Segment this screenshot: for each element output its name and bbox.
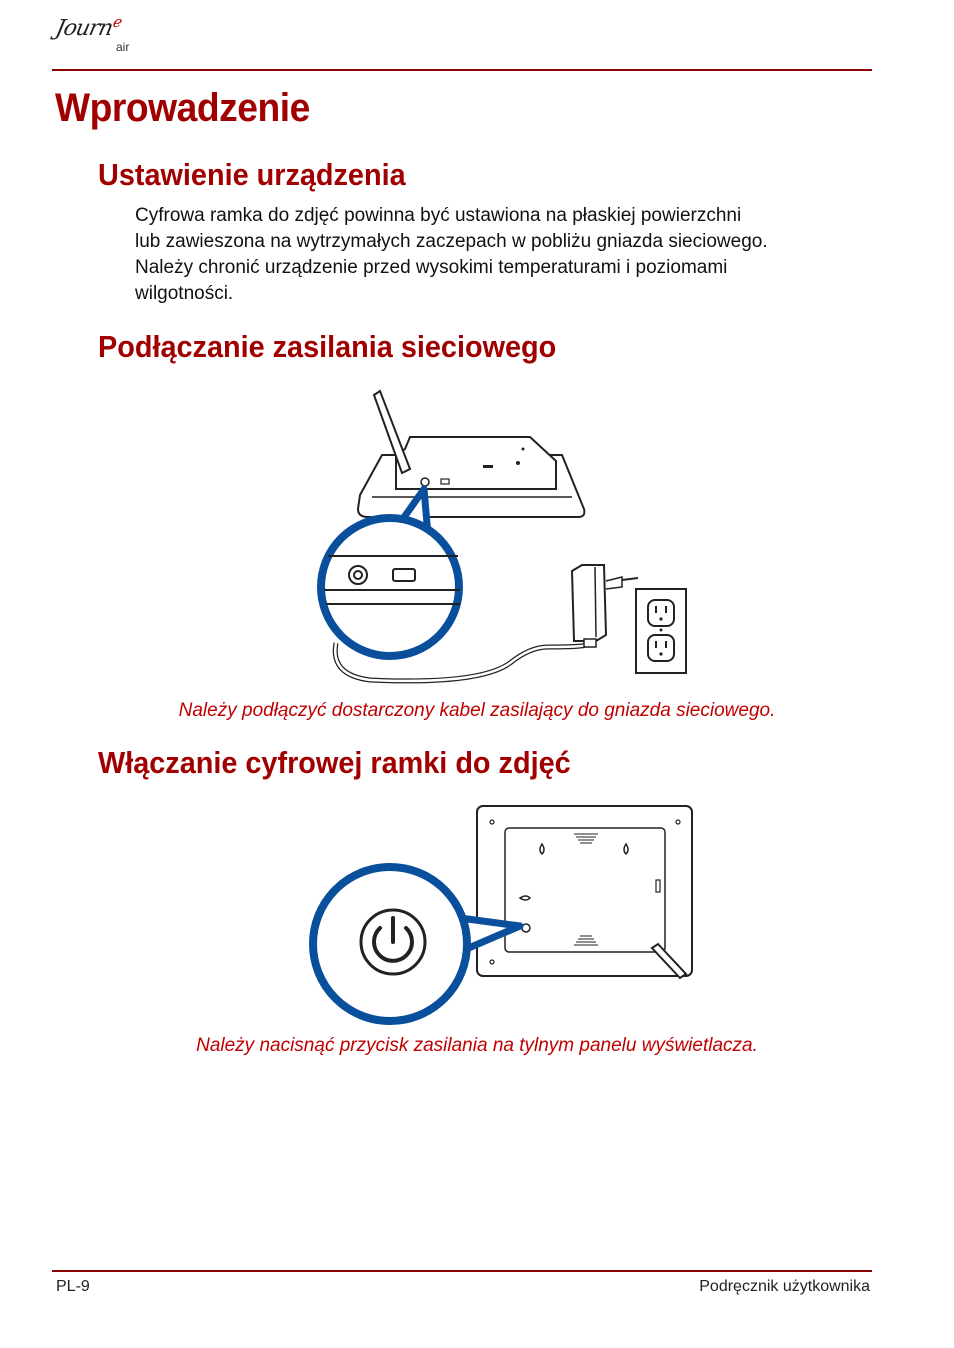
frame-back-box [396,437,556,489]
section-heading-setup: Ustawienie urządzenia [98,157,406,192]
power-on-caption: Należy nacisnąć przycisk zasilania na tylnym panelu wyświetlacza. [196,1035,758,1056]
journe-air-logo [52,12,152,66]
frame-back-panel [505,828,665,952]
logo-sub: air [116,40,130,54]
callout-magnifier [321,518,459,656]
logo-script: Journ$^e$ [53,13,124,41]
callout-magnifier [313,867,467,1021]
power-on-illustration [300,800,700,1030]
power-adapter-icon [572,565,638,647]
section-heading-power-connection: Podłączanie zasilania sieciowego [98,329,557,364]
slot-mark [483,465,493,468]
manual-name: Podręcznik użytkownika [699,1278,870,1295]
screw-hole [522,448,525,451]
setup-line: lub zawieszona na wytrzymałych zaczepach w pobliżu gniazda sieciowego. [135,231,768,252]
header-rule [52,69,872,71]
setup-line: wilgotności. [135,283,234,304]
setup-paragraph [135,203,875,307]
setup-line: Cyfrowa ramka do zdjęć powinna być ustawiona na płaskiej powierzchni [135,205,742,226]
section-heading-power-on: Włączanie cyfrowej ramki do zdjęć [98,745,571,780]
setup-line: Należy chronić urządzenie przed wysokimi temperaturami i poziomami [135,257,728,278]
wall-outlet-icon [636,589,686,673]
screw-hole [516,461,520,465]
footer-rule [52,1270,872,1272]
page-number: PL-9 [56,1278,90,1295]
power-connection-caption: Należy podłączyć dostarczony kabel zasilający do gniazda sieciowego. [178,700,776,721]
power-connection-illustration [300,385,700,695]
page-title: Wprowadzenie [55,86,310,130]
